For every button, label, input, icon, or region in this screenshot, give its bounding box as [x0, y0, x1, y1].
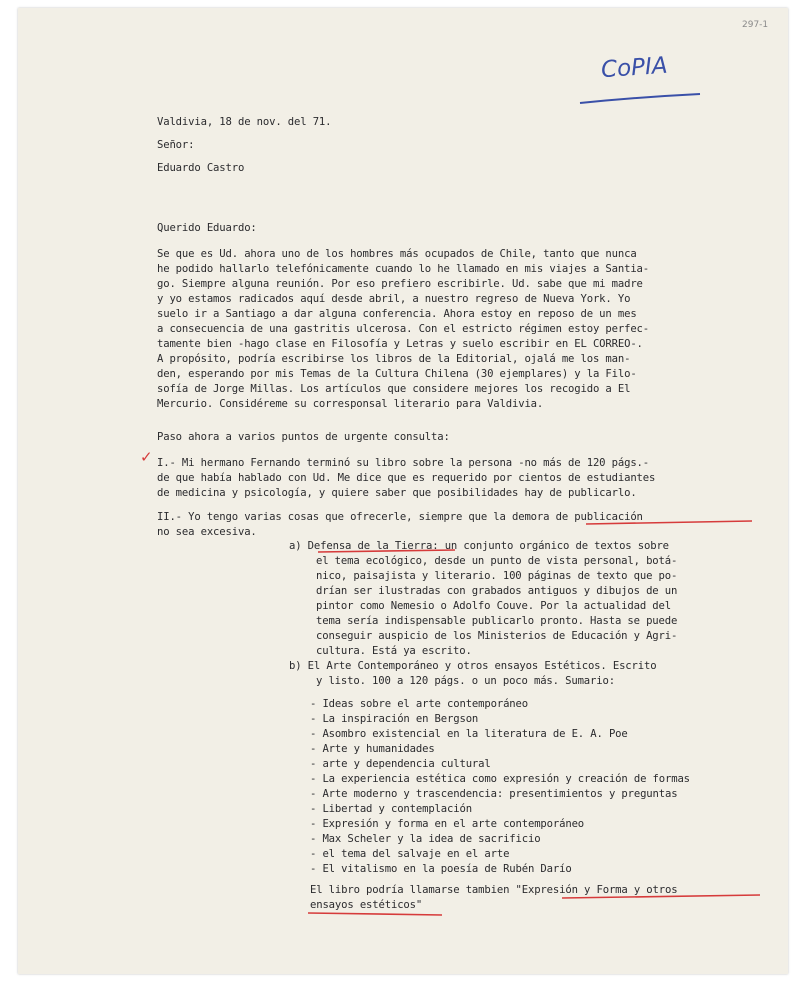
point2-line: II.- Yo tengo varias cosas que ofrecerle, siempre que la demora de publicación	[157, 511, 643, 523]
salutation-title: Señor:	[157, 139, 195, 151]
summary-item: - Asombro existencial en la literatura de E. A. Poe	[310, 728, 628, 740]
page-number: 297-1	[742, 20, 769, 30]
summary-item: - Arte moderno y trascendencia: presentimientos y preguntas	[310, 788, 678, 800]
place-date: Valdivia, 18 de nov. del 71.	[157, 116, 332, 128]
summary-item: - El vitalismo en la poesía de Rubén Darío	[310, 863, 572, 875]
summary-item: - Ideas sobre el arte contemporáneo	[310, 698, 528, 710]
summary-item: - arte y dependencia cultural	[310, 758, 491, 770]
item-a-line: conseguir auspicio de los Ministerios de Educación y Agri-	[316, 630, 678, 642]
point2-line: no sea excesiva.	[157, 526, 257, 538]
item-b-line: b) El Arte Contemporáneo y otros ensayos Estéticos. Escrito	[289, 660, 657, 672]
summary-item: - La experiencia estética como expresión y creación de formas	[310, 773, 690, 785]
item-a-line: a) Defensa de la Tierra: un conjunto orgánico de textos sobre	[289, 540, 669, 552]
paragraph1-line: go. Siempre alguna reunión. Por eso prefiero escribirle. Ud. sabe que mi madre	[157, 278, 643, 290]
summary-item: - Libertad y contemplación	[310, 803, 472, 815]
item-a-line: el tema ecológico, desde un punto de vista personal, botá-	[316, 555, 678, 567]
point1-line: I.- Mi hermano Fernando terminó su libro sobre la persona -no más de 120 págs.-	[157, 457, 650, 469]
item-a-line: pintor como Nemesio o Adolfo Couve. Por la actualidad del	[316, 600, 671, 612]
paragraph1-line: y yo estamos radicados aquí desde abril, a nuestro regreso de Nueva York. Yo	[157, 293, 631, 305]
closing-line: ensayos estéticos"	[310, 899, 423, 911]
item-b-line: y listo. 100 a 120 págs. o un poco más. Sumario:	[316, 675, 615, 687]
paragraph1-line: A propósito, podría escribirse los libros de la Editorial, ojalá me los man-	[157, 353, 631, 365]
underline-ensayos-esteticos	[308, 913, 442, 915]
summary-item: - La inspiración en Bergson	[310, 713, 479, 725]
summary-item: - Arte y humanidades	[310, 743, 435, 755]
point1-line: de que había hablado con Ud. Me dice que es requerido por cientos de estudiantes	[157, 472, 656, 484]
item-a-line: drían ser ilustradas con grabados antiguos y dibujos de un	[316, 585, 678, 597]
paragraph1-line: a consecuencia de una gastritis ulcerosa. Con el estricto régimen estoy perfec-	[157, 323, 650, 335]
item-a-line: tema sería indispensable publicarlo pronto. Hasta se puede	[316, 615, 678, 627]
greeting: Querido Eduardo:	[157, 222, 257, 234]
paragraph1-line: Mercurio. Considéreme su corresponsal literario para Valdivia.	[157, 398, 544, 410]
paragraph1-line: he podido hallarlo telefónicamente cuando lo he llamado en mis viajes a Santia-	[157, 263, 650, 275]
summary-item: - Expresión y forma en el arte contemporáneo	[310, 818, 585, 830]
summary-item: - Max Scheler y la idea de sacrificio	[310, 833, 541, 845]
recipient-name: Eduardo Castro	[157, 162, 245, 174]
intro-points: Paso ahora a varios puntos de urgente consulta:	[157, 431, 450, 443]
summary-item: - el tema del salvaje en el arte	[310, 848, 510, 860]
copia-underline	[580, 94, 700, 103]
item-a-line: cultura. Está ya escrito.	[316, 645, 472, 657]
item-a-line: nico, paisajista y literario. 100 páginas de texto que po-	[316, 570, 678, 582]
paragraph1-line: suelo ir a Santiago a dar alguna conferencia. Ahora estoy en reposo de un mes	[157, 308, 637, 320]
point1-line: de medicina y psicología, y quiere saber que posibilidades hay de publicarlo.	[157, 487, 637, 499]
paragraph1-line: sofía de Jorge Millas. Los artículos que considere mejores los recogido a El	[157, 383, 631, 395]
paragraph1-line: den, esperando por mis Temas de la Cultura Chilena (30 ejemplares) y la Filo-	[157, 368, 637, 380]
closing-line: El libro podría llamarse tambien "Expresión y Forma y otros	[310, 884, 678, 896]
check-mark-icon: ✓	[140, 448, 153, 466]
paragraph1-line: Se que es Ud. ahora uno de los hombres más ocupados de Chile, tanto que nunca	[157, 248, 637, 260]
paragraph1-line: tamente bien -hago clase en Filosofía y Letras y suelo escribir en EL CORREO-.	[157, 338, 643, 350]
copia-handwritten-note: CoPIA	[600, 52, 669, 84]
